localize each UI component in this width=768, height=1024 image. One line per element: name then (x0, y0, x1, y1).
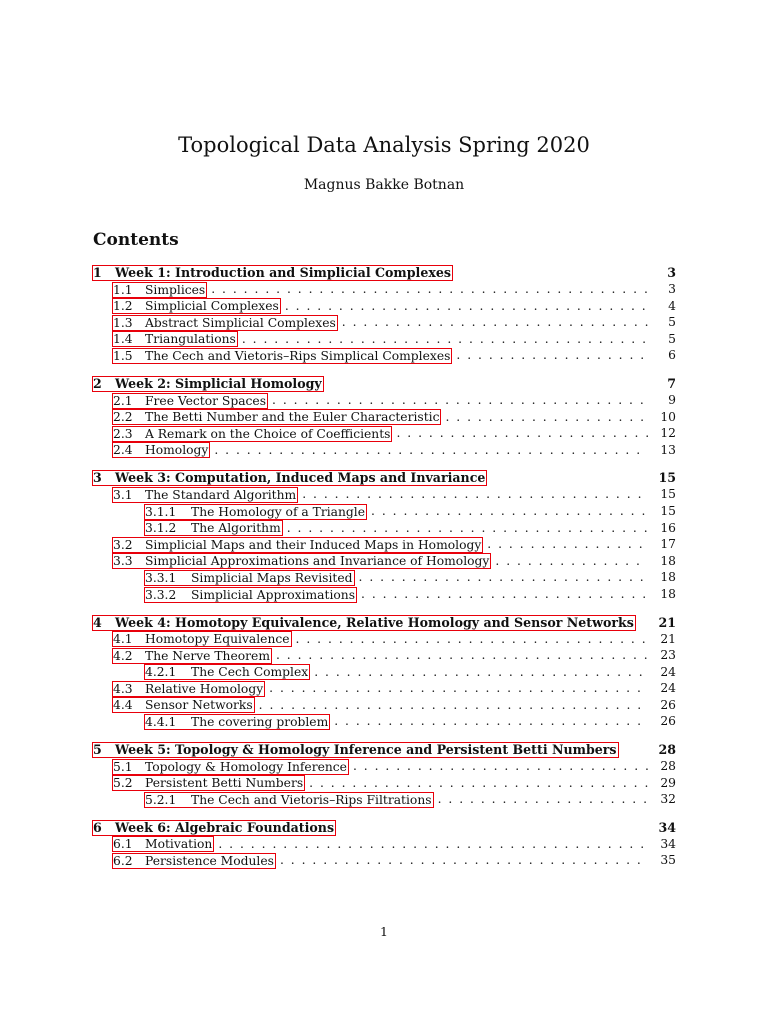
toc-entry-row (92, 281, 676, 298)
toc-entry-page: 12 (660, 426, 676, 441)
toc-entry-row (92, 791, 676, 808)
toc-section-link[interactable] (92, 615, 636, 631)
toc-entry-number: 4.1 (113, 632, 133, 647)
toc-entry-number: 3.3 (113, 554, 133, 569)
toc-entry-number: 6.1 (113, 837, 133, 852)
toc-section-number: 2 (93, 375, 102, 391)
toc-entry-number: 2.2 (113, 410, 133, 425)
toc-entry-row (92, 697, 676, 714)
toc-entry-title: The covering problem (191, 715, 329, 730)
toc-entry-link[interactable] (112, 409, 441, 425)
toc-entry-page: 24 (660, 681, 676, 696)
toc-entry-title: Simplicial Complexes (145, 299, 279, 314)
toc-entry-link[interactable] (144, 520, 283, 536)
toc-entry-link[interactable] (112, 487, 298, 503)
author-name: Magnus Bakke Botnan (303, 177, 465, 193)
toc-section-number: 4 (93, 614, 102, 630)
toc-entry-link[interactable] (144, 714, 330, 730)
toc-entry-page: 35 (660, 853, 676, 868)
toc-section-page: 15 (658, 470, 676, 486)
toc-section-title: Week 5: Topology & Homology Inference and Persistent Betti Numbers (115, 742, 617, 758)
toc-entry-row (92, 442, 676, 459)
toc-dot-leader (242, 331, 648, 348)
toc-entry-number: 4.2.1 (145, 665, 177, 680)
toc-entry-number: 3.1 (113, 487, 133, 502)
toc-entry-number: 4.3 (113, 681, 133, 696)
toc-entry-row (92, 647, 676, 664)
toc-entry-page: 23 (660, 648, 676, 663)
toc-entry-page: 21 (660, 631, 676, 646)
toc-entry-link[interactable] (112, 836, 214, 852)
toc-dot-leader (287, 520, 648, 537)
toc-entry-page: 26 (660, 714, 676, 729)
toc-entry-link[interactable] (144, 587, 357, 603)
toc-entry-number: 5.1 (113, 759, 133, 774)
toc-entry-number: 3.2 (113, 537, 133, 552)
toc-entry-title: Sensor Networks (145, 698, 253, 713)
toc-entry-title: The Nerve Theorem (145, 648, 270, 663)
toc-entry-link[interactable] (112, 759, 349, 775)
toc-dot-leader (342, 314, 648, 331)
toc-entry-number: 1.2 (113, 299, 133, 314)
toc-entry-page: 28 (660, 759, 676, 774)
toc-entry-page: 13 (660, 442, 676, 457)
toc-dot-leader (314, 664, 648, 681)
toc-entry-title: Homology (145, 443, 209, 458)
toc-entry-title: The Cech and Vietoris–Rips Simplical Complexes (145, 348, 451, 363)
toc-entry-row (92, 392, 676, 409)
toc-entry-number: 1.1 (113, 282, 133, 297)
toc-entry-number: 5.2.1 (145, 792, 177, 807)
toc-dot-leader (438, 791, 648, 808)
toc-entry-title: The Homology of a Triangle (191, 504, 366, 519)
toc-entry-link[interactable] (112, 348, 452, 364)
toc-section-number: 1 (93, 265, 102, 280)
toc-entry-link[interactable] (112, 681, 265, 697)
toc-section-title: Week 6: Algebraic Foundations (115, 819, 335, 835)
toc-entry-link[interactable] (112, 537, 483, 553)
toc-entry-page: 16 (660, 520, 676, 535)
toc-section-page: 7 (667, 375, 676, 391)
toc-entry-page: 15 (660, 487, 676, 502)
toc-dot-leader (396, 425, 648, 442)
toc-entry-link[interactable] (144, 664, 310, 680)
toc-entry-title: Simplicial Maps Revisited (191, 570, 353, 585)
toc-entry-row (92, 775, 676, 792)
toc-entry-page: 34 (660, 836, 676, 851)
toc-entry-row (92, 664, 676, 681)
toc-entry-link[interactable] (144, 570, 355, 586)
toc-entry-title: Abstract Simplicial Complexes (145, 315, 336, 330)
toc-entry-title: Free Vector Spaces (145, 393, 267, 408)
toc-entry-link[interactable] (112, 648, 272, 664)
toc-dot-leader (361, 586, 648, 603)
toc-entry-page: 24 (660, 664, 676, 679)
toc-entry-row (92, 586, 676, 603)
toc-entry-page: 5 (668, 315, 676, 330)
toc-section-page: 3 (667, 265, 676, 280)
toc-entry-row (92, 713, 676, 730)
toc-entry-title: Simplicial Approximations and Invariance of Homology (145, 554, 490, 569)
toc-entry-page: 5 (668, 331, 676, 346)
toc-entry-link[interactable] (144, 792, 434, 808)
toc-dot-leader (487, 536, 648, 553)
toc-section-row (92, 264, 676, 281)
toc-entry-number: 3.1.1 (145, 504, 177, 519)
toc-entry-page: 18 (660, 553, 676, 568)
toc-section-page: 21 (658, 614, 676, 630)
toc-section-page: 28 (658, 742, 676, 758)
toc-entry-row (92, 347, 676, 364)
toc-entry-page: 32 (660, 792, 676, 807)
toc-entry-link[interactable] (144, 504, 367, 520)
toc-section-row (92, 614, 676, 631)
toc-entry-number: 2.3 (113, 426, 133, 441)
toc-dot-leader (334, 713, 648, 730)
toc-section (92, 614, 676, 731)
toc-section-row (92, 469, 676, 486)
toc-entry-number: 5.2 (113, 776, 133, 791)
toc-entry-title: Persistent Betti Numbers (145, 776, 304, 791)
toc-entry-row (92, 298, 676, 315)
toc-section (92, 264, 676, 364)
toc-section (92, 819, 676, 869)
toc-section-title: Week 4: Homotopy Equivalence, Relative Homology and Sensor Networks (115, 614, 634, 630)
toc-entry-title: Triangulations (145, 332, 236, 347)
toc-dot-leader (276, 647, 648, 664)
toc-entry-page: 4 (668, 298, 676, 313)
toc-entry-row (92, 631, 676, 648)
toc-entry-row (92, 536, 676, 553)
toc-dot-leader (280, 852, 648, 869)
toc-entry-title: A Remark on the Choice of Coefficients (145, 426, 391, 441)
toc-entry-title: Simplicial Approximations (191, 587, 356, 602)
toc-entry-row (92, 503, 676, 520)
toc-entry-link[interactable] (112, 426, 392, 442)
toc-entry-row (92, 680, 676, 697)
toc-entry-link[interactable] (112, 331, 238, 347)
toc-entry-number: 1.3 (113, 315, 133, 330)
toc-section-row (92, 819, 676, 836)
toc-section-number: 3 (93, 470, 102, 486)
toc-section-title: Week 1: Introduction and Simplicial Complexes (115, 265, 451, 280)
toc-dot-leader (495, 553, 648, 570)
toc-dot-leader (211, 281, 648, 298)
toc-entry-title: The Algorithm (191, 521, 281, 536)
toc-entry-page: 26 (660, 697, 676, 712)
toc-entry-number: 4.4 (113, 698, 133, 713)
toc-section-link[interactable] (92, 376, 324, 392)
toc-entry-row (92, 314, 676, 331)
toc-entry-title: Homotopy Equivalence (145, 632, 290, 647)
toc-dot-leader (456, 347, 648, 364)
toc-section-link[interactable] (92, 820, 336, 836)
toc-entry-title: The Cech Complex (191, 665, 309, 680)
toc-entry-page: 15 (660, 503, 676, 518)
toc-entry-row (92, 569, 676, 586)
toc-section-page: 34 (658, 819, 676, 835)
toc-section (92, 469, 676, 602)
toc-dot-leader (272, 392, 648, 409)
toc-dot-leader (214, 442, 648, 459)
toc-entry-page: 3 (668, 282, 676, 296)
toc-entry-number: 4.4.1 (145, 715, 177, 730)
toc-entry-row (92, 758, 676, 775)
toc-entry-title: The Standard Algorithm (145, 487, 297, 502)
toc-entry-link[interactable] (112, 315, 338, 331)
page-number: 1 (380, 924, 388, 939)
toc-entry-row (92, 409, 676, 426)
toc-entry-link[interactable] (112, 697, 255, 713)
toc-section-row (92, 741, 676, 758)
toc-section-title: Week 2: Simplicial Homology (115, 375, 322, 391)
toc-entry-link[interactable] (112, 853, 276, 869)
toc-dot-leader (259, 697, 648, 714)
toc-entry-number: 1.4 (113, 332, 133, 347)
toc-section-row (92, 375, 676, 392)
toc-dot-leader (302, 486, 648, 503)
toc-entry-page: 17 (660, 537, 676, 552)
toc-entry-page: 29 (660, 775, 676, 790)
toc-entry-page: 18 (660, 586, 676, 601)
toc-section-link[interactable] (92, 470, 487, 486)
toc-section-number: 6 (93, 819, 102, 835)
toc-entry-page: 10 (660, 409, 676, 424)
toc-dot-leader (269, 680, 648, 697)
toc-entry-number: 3.1.2 (145, 521, 177, 536)
toc-section (92, 375, 676, 458)
toc-dot-leader (371, 503, 648, 520)
toc-entry-title: Motivation (145, 837, 213, 852)
toc-section-title: Week 3: Computation, Induced Maps and Invariance (115, 470, 486, 486)
toc-entry-link[interactable] (112, 282, 207, 298)
toc-section-link[interactable] (92, 742, 619, 758)
toc-entry-title: Relative Homology (145, 681, 264, 696)
contents-heading: Contents (93, 230, 179, 250)
toc-dot-leader (309, 775, 648, 792)
toc-section-number: 5 (93, 742, 102, 758)
document-title: Topological Data Analysis Spring 2020 (178, 133, 590, 157)
toc-entry-row (92, 520, 676, 537)
table-of-contents (92, 264, 676, 880)
toc-entry-row (92, 486, 676, 503)
toc-entry-title: Persistence Modules (145, 854, 274, 869)
toc-entry-page: 6 (668, 348, 676, 363)
toc-entry-row (92, 852, 676, 869)
toc-entry-number: 3.3.2 (145, 587, 177, 602)
toc-entry-link[interactable] (112, 631, 292, 647)
toc-entry-number: 2.1 (113, 393, 133, 408)
toc-entry-link[interactable] (112, 298, 281, 314)
toc-entry-link[interactable] (112, 393, 268, 409)
toc-entry-number: 4.2 (113, 648, 133, 663)
toc-entry-page: 9 (668, 392, 676, 407)
toc-entry-title: Topology & Homology Inference (145, 759, 347, 774)
toc-dot-leader (218, 836, 648, 853)
toc-entry-link[interactable] (112, 553, 491, 569)
toc-entry-title: Simplices (145, 282, 206, 297)
toc-entry-number: 1.5 (113, 348, 133, 363)
toc-entry-row (92, 425, 676, 442)
toc-dot-leader (285, 298, 648, 315)
toc-entry-link[interactable] (112, 775, 305, 791)
toc-entry-row (92, 331, 676, 348)
toc-dot-leader (353, 758, 648, 775)
toc-entry-number: 2.4 (113, 443, 133, 458)
toc-entry-row (92, 836, 676, 853)
toc-dot-leader (445, 409, 648, 426)
toc-section-link[interactable] (92, 265, 453, 281)
toc-entry-page: 18 (660, 570, 676, 585)
toc-entry-number: 6.2 (113, 854, 133, 869)
toc-dot-leader (296, 631, 648, 648)
toc-entry-link[interactable] (112, 442, 210, 458)
toc-dot-leader (359, 569, 648, 586)
toc-entry-title: The Cech and Vietoris–Rips Filtrations (191, 792, 432, 807)
toc-entry-row (92, 553, 676, 570)
toc-entry-number: 3.3.1 (145, 570, 177, 585)
toc-entry-title: The Betti Number and the Euler Characteristic (145, 410, 440, 425)
toc-entry-title: Simplicial Maps and their Induced Maps in Homology (145, 537, 482, 552)
toc-section (92, 741, 676, 808)
